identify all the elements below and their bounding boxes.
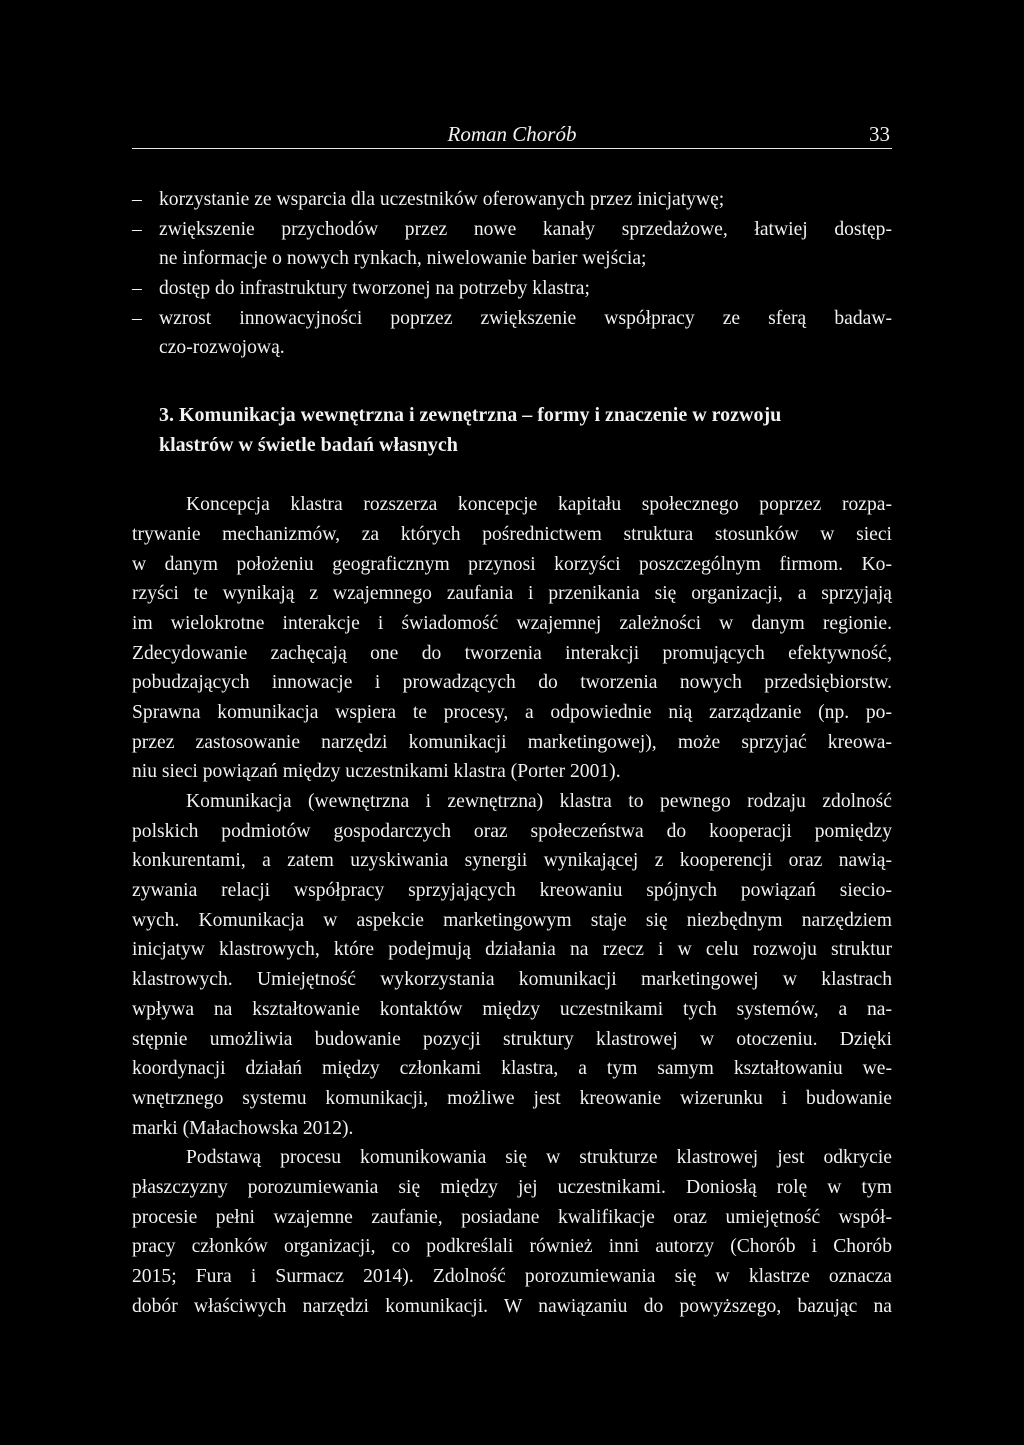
- paragraph-line: w danym położeniu geograficznym przynosi korzyści poszczególnym firmom. Ko-: [132, 553, 892, 575]
- paragraph-line: wych. Komunikacja w aspekcie marketingowym staje się niezbędnym narzędziem: [132, 909, 892, 931]
- paragraph-line: przez zastosowanie narzędzi komunikacji marketingowej), może sprzyjać kreowa-: [132, 731, 892, 753]
- list-item: [132, 215, 892, 274]
- list-dash: –: [132, 218, 142, 240]
- paragraph-line: polskich podmiotów gospodarczych oraz społeczeństwa do kooperacji pomiędzy: [132, 820, 892, 842]
- paragraph: [132, 1143, 892, 1321]
- paragraph-line: im wielokrotne interakcje i świadomość wzajemnej zależności w danym regionie.: [132, 612, 892, 634]
- paragraph-line: klastrowych. Umiejętność wykorzystania komunikacji marketingowej w klastrach: [132, 969, 892, 991]
- paragraph-line: 2015; Fura i Surmacz 2014). Zdolność porozumiewania się w klastrze oznacza: [132, 1266, 892, 1287]
- running-header-author: Roman Chorób: [447, 122, 577, 146]
- list-dash: –: [132, 278, 142, 300]
- body-text: [132, 490, 892, 1321]
- list-item: [132, 304, 892, 363]
- paragraph-line: dobór właściwych narzędzi komunikacji. W nawiązaniu do powyższego, bazując na: [132, 1295, 892, 1317]
- section-heading-line: 3. Komunikacja wewnętrzna i zewnętrzna – formy i znaczenie w rozwoju: [159, 404, 782, 427]
- paragraph-line: pobudzających innowacje i prowadzących do tworzenia nowych przedsiębiorstw.: [132, 672, 892, 694]
- paragraph-line: rzyści te wynikają z wzajemnego zaufania i przenikania się organizacji, a sprzyjają: [132, 583, 892, 605]
- page-content: [132, 118, 892, 1321]
- bullet-list: [132, 185, 892, 363]
- list-item-line: czo-rozwojową.: [159, 337, 285, 359]
- list-item: [132, 185, 892, 215]
- paragraph-line: procesie pełni wzajemne zaufanie, posiadane kwalifikacje oraz umiejętność współ-: [132, 1206, 892, 1228]
- paragraph-line: konkurentami, a zatem uzyskiwania synergii wynikającej z kooperencji oraz nawią-: [132, 850, 892, 872]
- paragraph-line: Podstawą procesu komunikowania się w strukturze klastrowej jest odkrycie: [186, 1147, 892, 1169]
- paragraph-line: wpływa na kształtowanie kontaktów między uczestnikami tych systemów, a na-: [132, 998, 892, 1020]
- section-heading-line: klastrów w świetle badań własnych: [159, 434, 458, 457]
- running-header: [132, 118, 892, 149]
- list-item: [132, 274, 892, 304]
- list-item-line: zwiększenie przychodów przez nowe kanały sprzedażowe, łatwiej dostęp-: [159, 218, 892, 240]
- paragraph-line: inicjatyw klastrowych, które podejmują działania na rzecz i w celu rozwoju struktur: [132, 939, 892, 961]
- paragraph-line: stępnie umożliwia budowanie pozycji struktury klastrowej w otoczeniu. Dzięki: [132, 1028, 892, 1050]
- section-heading: [132, 400, 892, 460]
- paragraph-line: koordynacji działań między członkami klastra, a tym samym kształtowaniu we-: [132, 1058, 892, 1080]
- paragraph-line: marki (Małachowska 2012).: [132, 1117, 354, 1139]
- paragraph-line: Sprawna komunikacja wspiera te procesy, a odpowiednie nią zarządzanie (np. po-: [132, 701, 892, 723]
- list-dash: –: [132, 307, 142, 329]
- paragraph-line: Koncepcja klastra rozszerza koncepcje kapitału społecznego poprzez rozpa-: [186, 494, 892, 516]
- paragraph: [132, 787, 892, 1143]
- list-dash: –: [132, 189, 142, 210]
- list-item-line: dostęp do infrastruktury tworzonej na potrzeby klastra;: [159, 278, 590, 300]
- paragraph-line: pracy członków organizacji, co podkreślali również inni autorzy (Chorób i Chorób: [132, 1236, 892, 1258]
- paragraph-line: trywanie mechanizmów, za których pośrednictwem struktura stosunków w sieci: [132, 523, 892, 545]
- paragraph: [132, 490, 892, 787]
- list-item-line: ne informacje o nowych rynkach, niwelowanie barier wejścia;: [159, 248, 647, 270]
- list-item-line: wzrost innowacyjności poprzez zwiększenie współpracy ze sferą badaw-: [159, 307, 892, 329]
- paragraph-line: Zdecydowanie zachęcają one do tworzenia interakcji promujących efektywność,: [132, 642, 892, 664]
- paragraph-line: wnętrznego systemu komunikacji, możliwe jest kreowanie wizerunku i budowanie: [132, 1087, 892, 1109]
- list-item-line: korzystanie ze wsparcia dla uczestników oferowanych przez inicjatywę;: [159, 189, 725, 210]
- paragraph-line: zywania relacji współpracy sprzyjających kreowaniu spójnych powiązań siecio-: [132, 880, 892, 902]
- paragraph-line: Komunikacja (wewnętrzna i zewnętrzna) klastra to pewnego rodzaju zdolność: [186, 791, 892, 812]
- page-number: 33: [869, 122, 890, 146]
- paragraph-line: niu sieci powiązań między uczestnikami klastra (Porter 2001).: [132, 761, 621, 783]
- paragraph-line: płaszczyzny porozumiewania się między jej uczestnikami. Doniosłą rolę w tym: [132, 1176, 892, 1198]
